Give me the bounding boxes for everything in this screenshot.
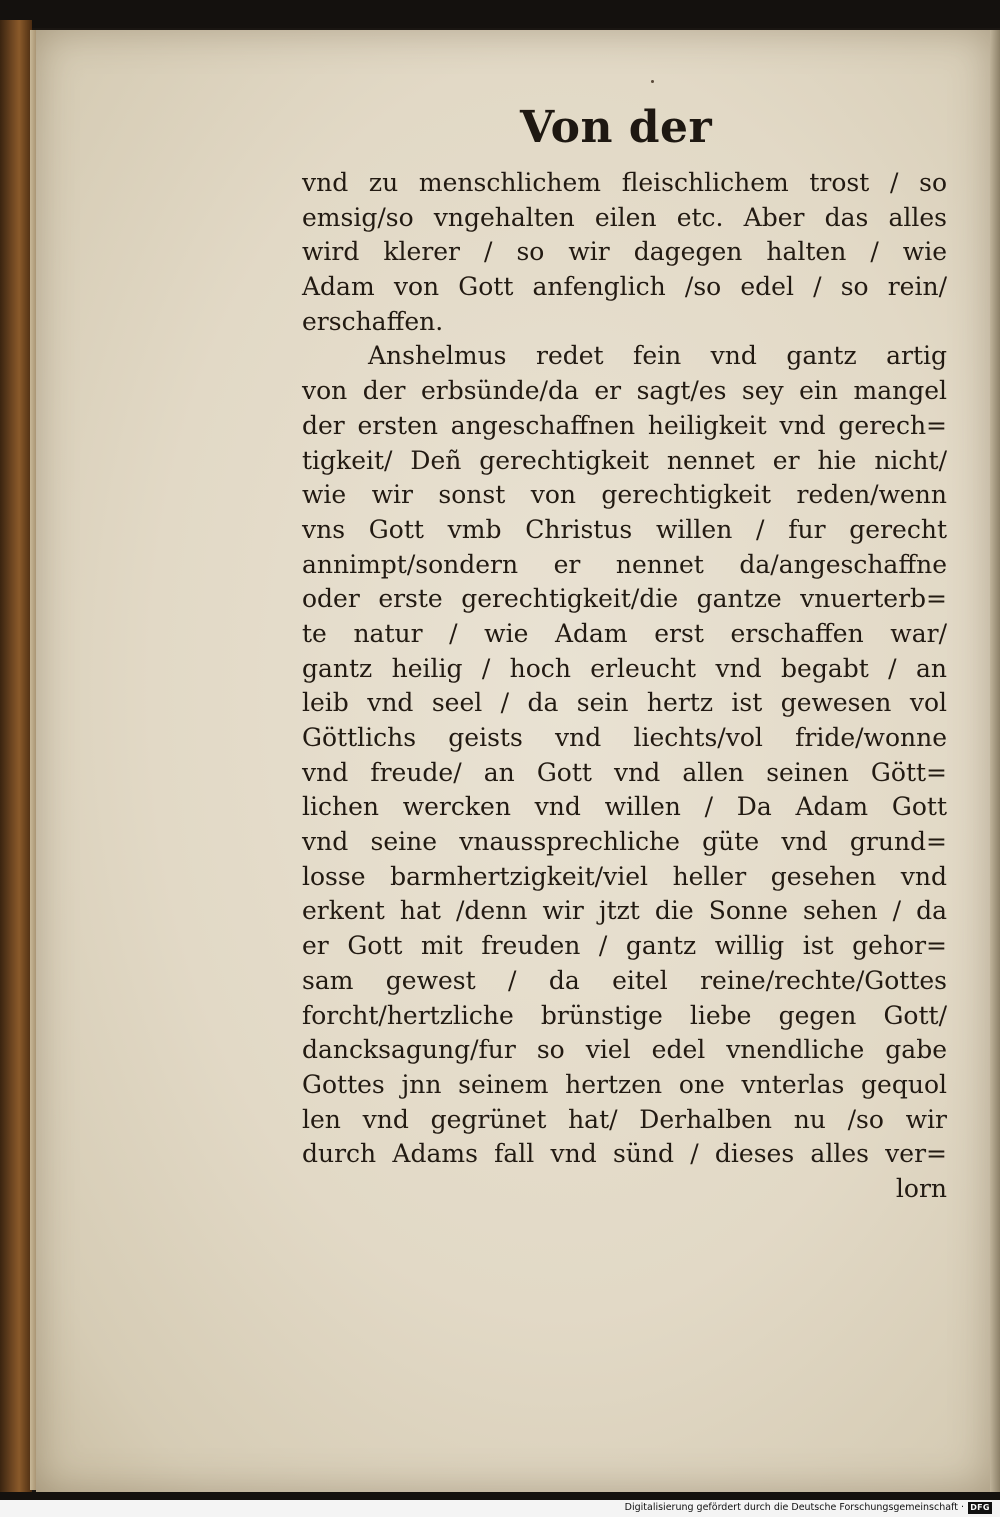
text-line: Gottes jnn seinem hertzen one vnterlas gequol	[302, 1069, 947, 1099]
text-line: emsig/so vngehalten eilen etc. Aber das alles	[302, 202, 947, 232]
text-line: vnd seine vnaussprechliche güte vnd grund=	[302, 827, 947, 857]
text-line: len vnd gegrünet hat/ Derhalben nu /so wir	[302, 1104, 947, 1134]
text-line: der ersten angeschaffnen heiligkeit vnd gerech=	[302, 410, 947, 440]
text-line: er Gott mit freuden / gantz willig ist gehor=	[302, 931, 947, 961]
text-line: dancksagung/fur so viel edel vnendliche gabe	[302, 1035, 947, 1065]
text-line: Göttlichs geists vnd liechts/vol fride/wonne	[302, 723, 947, 752]
text-line: Adam von Gott anfenglich /so edel / so rein/	[302, 272, 947, 302]
page-right-edge	[990, 30, 1000, 1492]
text-line: gantz heilig / hoch erleucht vnd begabt / an	[302, 653, 947, 683]
text-line: erkent hat /denn wir jtzt die Sonne sehen / da	[302, 896, 947, 926]
text-line: forcht/hertzliche brünstige liebe gegen Gott/	[302, 1000, 947, 1030]
text-line: vnd freude/ an Gott vnd allen seinen Gött=	[302, 757, 947, 787]
text-line: tigkeit/ Deñ gerechtigkeit nennet er hie nicht/	[302, 445, 947, 475]
text-line: leib vnd seel / da sein hertz ist gewesen vol	[302, 688, 947, 718]
catchword: lorn	[895, 1173, 947, 1203]
text-line: erschaffen.	[302, 306, 444, 336]
dfg-logo: DFG	[968, 1502, 992, 1514]
text-line: lichen wercken vnd willen / Da Adam Gott	[302, 792, 947, 822]
scan-background-bottom	[0, 1492, 1000, 1500]
text-line: losse barmhertzigkeit/viel heller gesehen vnd	[302, 861, 947, 891]
text-line: durch Adams fall vnd sünd / dieses alles ver=	[302, 1139, 947, 1169]
running-head: Von der	[520, 102, 713, 153]
book-spine	[0, 20, 32, 1495]
text-line: vns Gott vmb Christus willen / fur gerecht	[302, 514, 947, 544]
ink-mark	[651, 80, 654, 83]
body-text	[302, 166, 947, 1207]
text-line: annimpt/sondern er nennet da/angeschaffne	[302, 549, 947, 579]
text-line: oder erste gerechtigkeit/die gantze vnuerterb=	[302, 584, 947, 614]
text-line: wird klerer / so wir dagegen halten / wie	[302, 237, 947, 267]
scan-background-top	[0, 0, 1000, 28]
text-line: vnd zu menschlichem fleischlichem trost / so	[302, 168, 947, 197]
text-line: wie wir sonst von gerechtigkeit reden/wenn	[302, 480, 947, 510]
text-line: von der erbsünde/da er sagt/es sey ein mangel	[302, 376, 947, 406]
text-line: te natur / wie Adam erst erschaffen war/	[302, 618, 947, 648]
funding-credit: Digitalisierung gefördert durch die Deutsche Forschungsgemeinschaft ·	[624, 1502, 964, 1513]
text-line: sam gewest / da eitel reine/rechte/Gottes	[302, 965, 947, 995]
text-line: Anshelmus redet fein vnd gantz artig	[368, 341, 947, 371]
